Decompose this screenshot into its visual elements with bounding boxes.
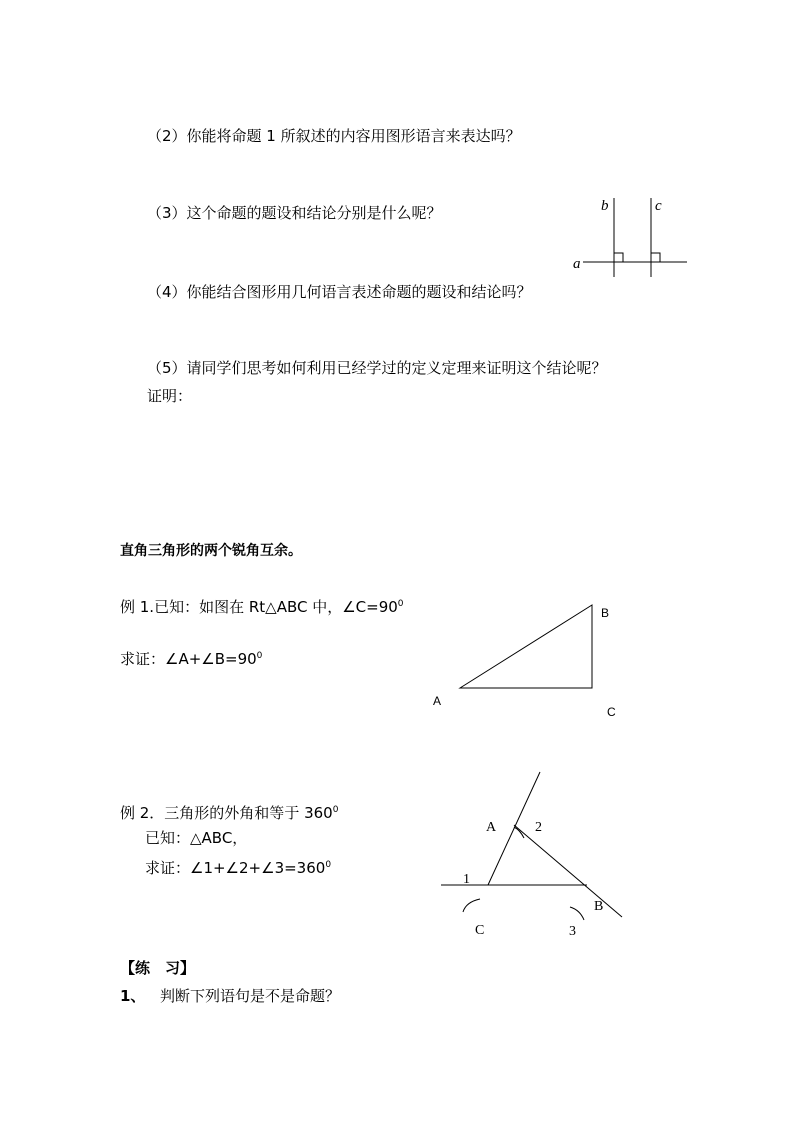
angle-arc-1 <box>463 899 480 912</box>
exercise-item1-number: 1、 <box>120 987 146 1005</box>
label-B: B <box>601 606 610 620</box>
label-C: C <box>475 923 485 938</box>
exercise-item1-text: 判断下列语句是不是命题？ <box>160 987 341 1005</box>
question-3: （3）这个命题的题设和结论分别是什么呢？ <box>147 204 442 222</box>
question-4: （4）你能结合图形用几何语言表述命题的题设和结论吗？ <box>147 283 532 301</box>
label-2: 2 <box>535 820 542 835</box>
label-a: a <box>573 256 581 272</box>
example1-given: 例 1.已知：如图在 Rt△ABC 中，$\angle C=90^0$ <box>120 598 404 616</box>
question-5: （5）请同学们思考如何利用已经学过的定义定理来证明这个结论呢？ <box>147 359 607 377</box>
proof-label: 证明： <box>147 387 193 405</box>
example2-prove: 求证：$\angle 1+\angle 2+\angle 3=360^0$ <box>145 859 332 877</box>
label-b: b <box>601 198 609 214</box>
example2-given: 已知：△ABC， <box>145 829 248 847</box>
label-A: A <box>433 694 442 708</box>
example1-prove: 求证：$\angle A+\angle B=90^0$ <box>120 650 263 668</box>
exercise-heading: 【练 习】 <box>120 959 196 977</box>
question-2: （2）你能将命题 1 所叙述的内容用图形语言来表达吗？ <box>147 127 521 145</box>
angle-arc-3 <box>570 907 584 920</box>
label-3: 3 <box>569 924 576 939</box>
label-A: A <box>486 820 497 835</box>
label-B: B <box>594 899 604 914</box>
label-C: C <box>607 705 616 719</box>
label-c: c <box>655 198 662 214</box>
theorem: 直角三角形的两个锐角互余。 <box>120 543 302 559</box>
extended-side-bc <box>514 825 622 917</box>
label-1: 1 <box>463 872 470 887</box>
example2-title: 例 2．三角形的外角和等于 $360^0$ <box>120 804 339 822</box>
